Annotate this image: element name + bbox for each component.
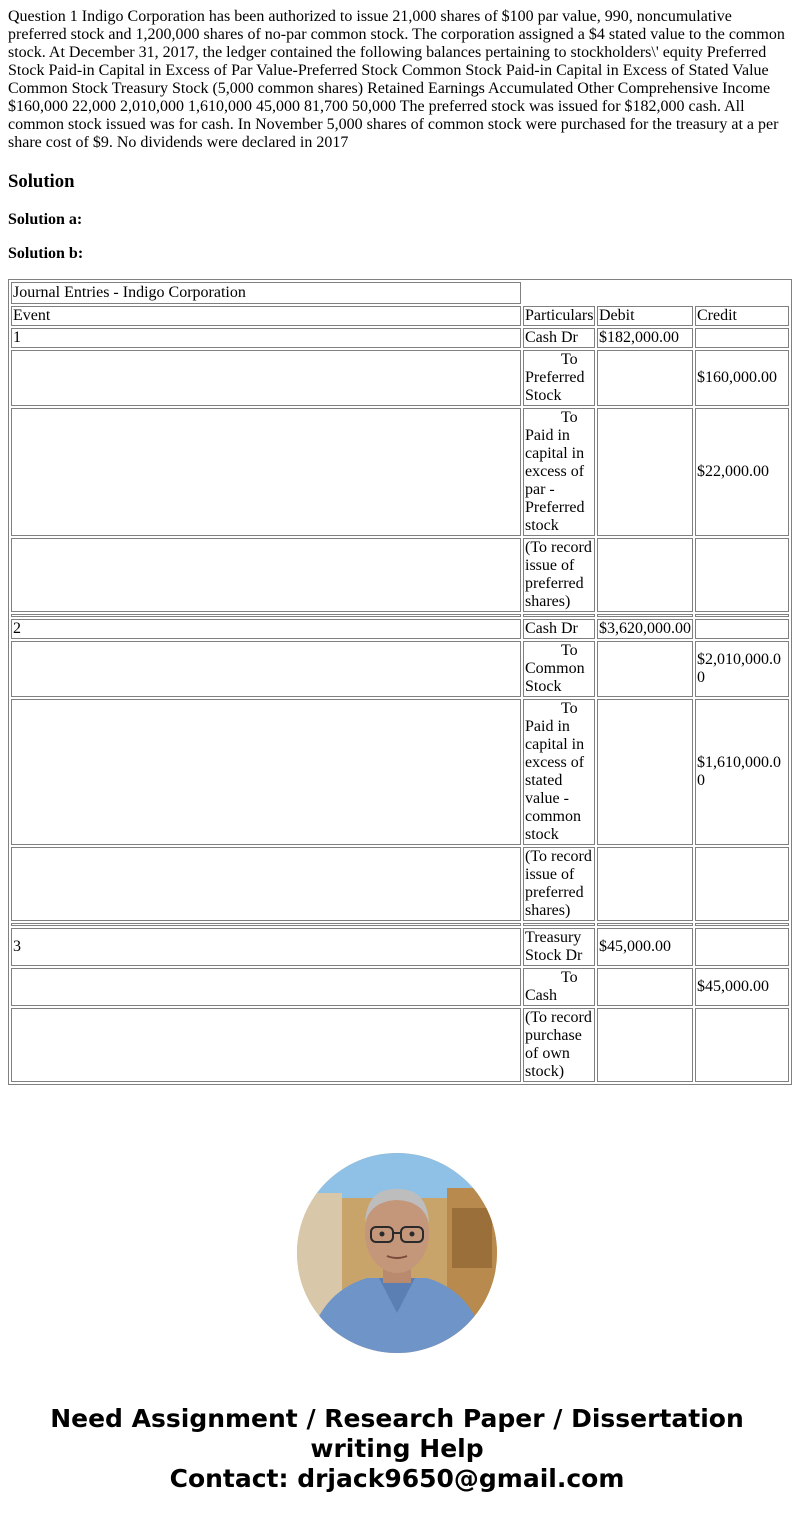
credit-cell: $160,000.00 <box>695 350 789 406</box>
event-cell <box>11 968 521 1006</box>
event-cell <box>11 408 521 536</box>
table-row <box>11 1008 789 1082</box>
credit-cell <box>695 1008 789 1082</box>
credit-cell: $2,010,000.00 <box>695 641 789 697</box>
table-row <box>11 619 789 639</box>
particulars-cell: Cash Dr <box>523 619 595 639</box>
tutor-avatar-photo <box>297 1153 497 1353</box>
contact-advertisement <box>0 1404 794 1494</box>
debit-cell <box>597 968 693 1006</box>
ad-line-3: Contact: drjack9650@gmail.com <box>169 1464 625 1493</box>
event-number: 2 <box>11 619 521 639</box>
table-row <box>11 328 789 348</box>
credit-cell: $1,610,000.00 <box>695 699 789 845</box>
header-debit: Debit <box>597 306 693 326</box>
credit-cell: $45,000.00 <box>695 968 789 1006</box>
table-row <box>11 847 789 921</box>
table-title: Journal Entries - Indigo Corporation <box>11 282 521 304</box>
table-row <box>11 968 789 1006</box>
debit-cell <box>597 641 693 697</box>
debit-cell <box>597 408 693 536</box>
table-row <box>11 408 789 536</box>
particulars-cell: To Common Stock <box>523 641 595 697</box>
debit-cell: $182,000.00 <box>597 328 693 348</box>
ad-line-2: writing Help <box>310 1434 484 1463</box>
separator-row <box>11 923 789 926</box>
debit-cell <box>597 847 693 921</box>
header-event: Event <box>11 306 521 326</box>
question-text: Question 1 Indigo Corporation has been authorized to issue 21,000 shares of $100 par value, 990, noncumulative preferred stock and 1,200,000 shares of no-par common stock. The corporation assigned a $4 stated value to the common stock. At December 31, 2017, the ledger contained the following balances pertaining to stockholders\' equity Preferred Stock Paid-in Capital in Excess of Par Value-Preferred Stock Common Stock Paid-in Capital in Excess of Stated Value Common Stock Treasury Stock (5,000 common shares) Retained Earnings Accumulated Other Comprehensive Income $160,000 22,000 2,010,000 1,610,000 45,000 81,700 50,000 The preferred stock was issued for $182,000 cash. All common stock issued was for cash. In November 5,000 shares of common stock were purchased for the treasury at a per share cost of $9. No dividends were declared in 2017 <box>8 8 785 151</box>
event-number: 1 <box>11 328 521 348</box>
table-row <box>11 928 789 966</box>
narration-cell: (To record issue of preferred shares) <box>523 847 595 921</box>
credit-cell <box>695 328 789 348</box>
narration-cell: (To record issue of preferred shares) <box>523 538 595 612</box>
solution-a-heading: Solution a: <box>8 211 83 228</box>
particulars-cell: To Paid in capital in excess of stated value - common stock <box>523 699 595 845</box>
event-cell <box>11 847 521 921</box>
particulars-cell: Cash Dr <box>523 328 595 348</box>
table-row <box>11 699 789 845</box>
debit-cell: $3,620,000.00 <box>599 620 691 637</box>
table-header-row <box>11 306 789 326</box>
separator-row <box>11 614 789 617</box>
event-cell <box>11 641 521 697</box>
credit-cell <box>695 619 789 639</box>
credit-cell <box>695 847 789 921</box>
debit-cell <box>597 1008 693 1082</box>
event-cell <box>11 350 521 406</box>
particulars-cell: To Preferred Stock <box>523 350 595 406</box>
event-number: 3 <box>11 928 521 966</box>
particulars-cell: Treasury Stock Dr <box>523 928 595 966</box>
journal-entries-table <box>8 279 792 1085</box>
table-row <box>11 641 789 697</box>
debit-cell <box>597 538 693 612</box>
header-particulars: Particulars <box>525 307 594 324</box>
debit-cell <box>597 699 693 845</box>
solution-heading: Solution <box>8 171 75 192</box>
debit-cell <box>597 350 693 406</box>
credit-cell: $22,000.00 <box>695 408 789 536</box>
header-credit: Credit <box>695 306 789 326</box>
table-row <box>11 350 789 406</box>
event-cell <box>11 538 521 612</box>
solution-b-heading: Solution b: <box>8 245 84 262</box>
ad-line-1: Need Assignment / Research Paper / Dissertation <box>50 1404 744 1433</box>
event-cell <box>11 699 521 845</box>
event-cell <box>11 1008 521 1082</box>
credit-cell <box>695 538 789 612</box>
debit-cell: $45,000.00 <box>597 928 693 966</box>
credit-cell <box>695 928 789 966</box>
narration-cell: (To record purchase of own stock) <box>523 1008 595 1082</box>
table-row <box>11 538 789 612</box>
particulars-cell: To Paid in capital in excess of par - Preferred stock <box>523 408 595 536</box>
particulars-cell: To Cash <box>523 968 595 1006</box>
